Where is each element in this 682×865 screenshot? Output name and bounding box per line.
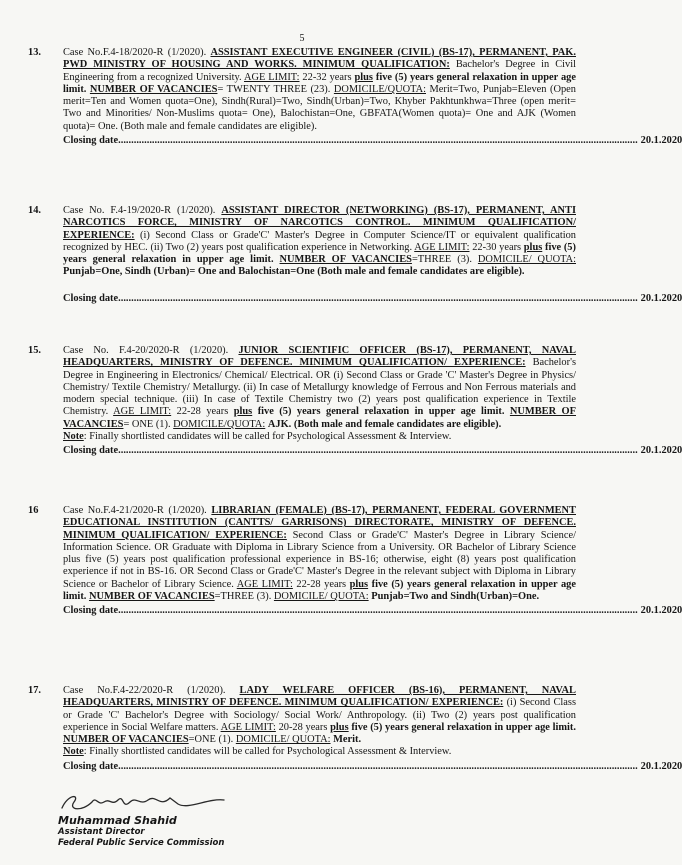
handwritten-signature xyxy=(58,790,228,816)
qualification-text: Bachelor's Degree in Engineering in Electronics/ Chemical/ Electrical. OR (i) Second Class or Grade 'C' Master's Degree in Physics/ Chemistry/ Textile Chemistry/ Metallurgy. (ii) In case of Metallurgy knowledge of Ferrous and Non Ferrous materials and modern special technique. (iii) In case of Textile Chemistry two (2) years post qualification experience in Textile Chemistry. xyxy=(63,357,576,418)
note-text: : Finally shortlisted candidates will be called for Psychological Assessment & Interview. xyxy=(83,746,452,758)
signature-block xyxy=(58,790,278,849)
vacancies-label: NUMBER OF VACANCIES xyxy=(63,406,576,430)
closing-date: 20.1.2020 xyxy=(640,445,682,457)
case-body xyxy=(63,205,682,305)
page-number: 5 xyxy=(299,33,305,44)
domicile-text: AJK. (Both male and female candidates are eligible). xyxy=(267,418,502,430)
domicile-label: DOMICILE/ QUOTA: xyxy=(273,591,369,603)
qualification-text: (i) Second Class or Grade 'C' Bachelor's Degree with Sociology/ Social Work/ Anthropology. (ii) Two (2) years post qualification experience in Social Welfare matters. xyxy=(63,697,576,733)
domicile-text: Punjab=One, Sindh (Urban)= One and Balochistan=One (Both male and female candidates are eligible). xyxy=(63,266,525,278)
closing-date: 20.1.2020 xyxy=(640,760,682,772)
case-body xyxy=(63,685,682,773)
age-limit-value: 22-28 years xyxy=(176,406,229,418)
case-14 xyxy=(28,205,682,305)
vacancies-value: =ONE (1). xyxy=(188,734,234,746)
vacancies-label: NUMBER OF VACANCIES xyxy=(279,254,412,266)
qualification-text: Second Class or Grade'C' Master's Degree in Library Science/ Information Science. OR Graduate with Diploma in Library Science from a University. OR Bachelor of Library Science plus five (5) years post qualification professional experience in BS-16; otherwise, eight (8) years post qualification experience if not in BS-16. OR Second Class or Grade'C' Master's Degree in the relevant subject with Diploma in Library Science or Bachelor of Library Science. xyxy=(63,529,576,590)
age-limit-value: 20-28 years xyxy=(278,721,328,733)
case-body xyxy=(63,47,682,147)
closing-date: 20.1.2020 xyxy=(640,292,682,304)
age-limit-value: 22-30 years xyxy=(472,241,522,253)
case-body xyxy=(63,505,682,618)
age-limit-label: AGE LIMIT: xyxy=(244,71,300,83)
closing-dots: ........................................................................................................................................................................................................ xyxy=(118,135,638,147)
case-ref: Case No.F.4-21/2020-R (1/2020). xyxy=(63,505,207,516)
closing-date-row xyxy=(63,445,682,457)
vacancies-value: = ONE (1). xyxy=(123,418,171,430)
signatory-name: Muhammad Shahid xyxy=(58,814,177,827)
vacancies-value: =THREE (3). xyxy=(411,254,472,266)
age-relaxation: five (5) years general relaxation in upper age limit. xyxy=(63,71,576,95)
domicile-text: Merit=Two, Punjab=Eleven (Open merit=Ten and Women quota=One), Sindh(Rural)=Two, Sindh(Urban)=Two, Khyber Pakhtunkhwa=Three (open merit= Two and Minorities/ Non-Muslims quota= One), Balochistan=One, GBFATA(Women quota)= One and AJK (Women quota)= One. (Both male and female candidates are eligible). xyxy=(63,83,576,132)
domicile-label: DOMICILE/ QUOTA: xyxy=(235,734,331,746)
age-limit-value: 22-32 years xyxy=(302,71,352,83)
plus-word: plus xyxy=(233,406,253,418)
signatory-organization: Federal Public Service Commission xyxy=(58,838,225,848)
closing-label: Closing date xyxy=(63,445,119,457)
post-title: JUNIOR SCIENTIFIC OFFICER (BS-17), PERMANENT, NAVAL HEADQUARTERS, MINISTRY OF DEFENCE. MINIMUM QUALIFICATION/ EXPERIENCE: xyxy=(63,345,576,369)
case-number: 17. xyxy=(28,685,41,696)
note-text: : Finally shortlisted candidates will be called for Psychological Assessment & Interview. xyxy=(83,431,452,443)
domicile-text: Merit. xyxy=(333,734,362,746)
post-title: LADY WELFARE OFFICER (BS-16), PERMANENT, NAVAL HEADQUARTERS, MINISTRY OF DEFENCE. MINIMUM QUALIFICATION/ EXPERIENCE: xyxy=(63,685,576,709)
age-limit-value: 22-28 years xyxy=(296,578,347,590)
domicile-label: DOMICILE/QUOTA: xyxy=(173,418,266,430)
closing-date-row xyxy=(63,292,682,305)
age-limit-label: AGE LIMIT: xyxy=(220,721,276,733)
closing-date-row xyxy=(63,605,682,617)
vacancies-label: NUMBER OF VACANCIES xyxy=(89,83,218,95)
closing-date-row xyxy=(63,760,682,773)
vacancies-value: = TWENTY THREE (23). xyxy=(217,83,331,95)
age-limit-label: AGE LIMIT: xyxy=(236,578,293,590)
case-number: 13. xyxy=(28,47,41,58)
case-number: 14. xyxy=(28,205,41,216)
qualification-text: (i) Second Class or Grade'C' Master's Degree in Computer Science/IT or equivalent qualification recognized by HEC. (ii) Two (2) years post qualification experience in Networking. xyxy=(63,229,576,253)
case-ref: Case No. F.4-19/2020-R (1/2020). xyxy=(63,205,216,216)
domicile-label: DOMICILE/QUOTA: xyxy=(333,83,426,95)
case-ref: Case No.F.4-18/2020-R (1/2020). xyxy=(63,47,207,58)
closing-dots: ........................................................................................................................................................................................................ xyxy=(118,605,638,617)
age-relaxation: five (5) years general relaxation in upper age limit. xyxy=(63,578,576,603)
age-relaxation: five (5) years general relaxation in upper age limit. xyxy=(351,721,576,733)
case-13 xyxy=(28,47,682,147)
age-relaxation: five (5) years general relaxation in upper age limit. xyxy=(257,406,505,418)
closing-label: Closing date xyxy=(63,760,119,772)
case-body xyxy=(63,345,682,458)
plus-word: plus xyxy=(354,71,373,83)
age-limit-label: AGE LIMIT: xyxy=(414,241,470,253)
case-17 xyxy=(28,685,682,773)
closing-date: 20.1.2020 xyxy=(640,135,682,147)
note-label: Note xyxy=(63,431,84,443)
signatory-designation: Assistant Director xyxy=(58,827,145,837)
plus-word: plus xyxy=(349,578,369,590)
closing-dots: ........................................................................................................................................................................................................ xyxy=(118,760,638,772)
case-15 xyxy=(28,345,682,458)
vacancies-label: NUMBER OF VACANCIES xyxy=(63,734,189,746)
case-number: 16 xyxy=(28,505,39,516)
closing-dots: ........................................................................................................................................................................................................ xyxy=(118,292,638,304)
qualification-text: Bachelor's Degree in Civil Engineering from a recognized University. xyxy=(63,59,576,83)
case-16 xyxy=(28,505,682,618)
closing-label: Closing date xyxy=(63,605,119,617)
plus-word: plus xyxy=(330,721,349,733)
case-number: 15. xyxy=(28,345,41,356)
case-ref: Case No. F.4-20/2020-R (1/2020). xyxy=(63,345,229,356)
post-title: LIBRARIAN (FEMALE) (BS-17), PERMANENT, FEDERAL GOVERNMENT EDUCATIONAL INSTITUTION (CANTTS/ GARRISONS) DIRECTORATE, MINISTRY OF DEFENCE. MINIMUM QUALIFICATION/ EXPERIENCE: xyxy=(63,505,576,541)
closing-date: 20.1.2020 xyxy=(640,605,682,617)
age-limit-label: AGE LIMIT: xyxy=(113,406,172,418)
post-title: ASSISTANT DIRECTOR (NETWORKING) (BS-17), PERMANENT, ANTI NARCOTICS FORCE, MINISTRY OF NARCOTICS CONTROL. MINIMUM QUALIFICATION/ EXPERIENCE: xyxy=(63,205,576,241)
age-relaxation: five (5) years general relaxation in upper age limit. xyxy=(63,241,576,266)
closing-label: Closing date xyxy=(63,292,119,304)
case-ref: Case No.F.4-22/2020-R (1/2020). xyxy=(63,685,226,696)
closing-date-row xyxy=(63,135,682,147)
vacancies-label: NUMBER OF VACANCIES xyxy=(88,591,215,603)
closing-label: Closing date xyxy=(63,135,119,147)
domicile-label: DOMICILE/ QUOTA: xyxy=(477,254,576,266)
plus-word: plus xyxy=(523,241,543,253)
closing-dots: ........................................................................................................................................................................................................ xyxy=(118,445,638,457)
post-title: ASSISTANT EXECUTIVE ENGINEER (CIVIL) (BS-17), PERMANENT, PAK. PWD MINISTRY OF HOUSING AND WORKS. MINIMUM QUALIFICATION: xyxy=(63,47,576,71)
note-label: Note xyxy=(63,746,84,758)
domicile-text: Punjab=Two and Sindh(Urban)=One. xyxy=(371,591,540,603)
vacancies-value: =THREE (3). xyxy=(214,591,272,603)
